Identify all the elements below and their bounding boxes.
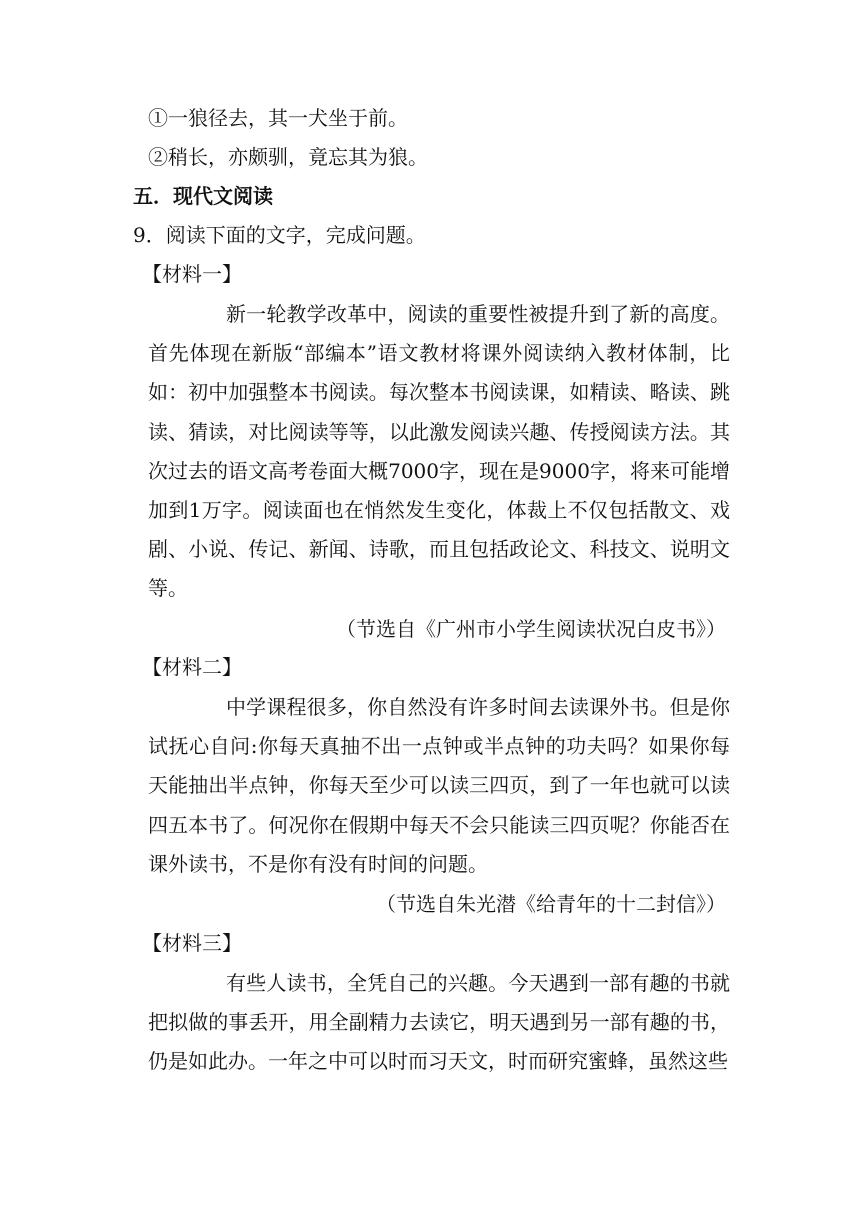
material-2-source: （节选自朱光潜《给青年的十二封信》） — [376, 892, 726, 916]
classical-sentence-1: ①一狼径去，其一犬坐于前。 — [148, 106, 408, 130]
material-1-text: 新一轮教学改革中，阅读的重要性被提升到了新的高度。首先体现在新版“部编本”语文教材将课外阅读纳入教材体制，比如：初中加强整本书阅读。每次整本书阅读课，如精读、略读、跳读、猜读，对比阅读等等，以此激发阅读兴趣、传授阅读方法。其次过去的语文高考卷面大概7000字，现在是9000字，将来可能增加到1万字。阅读面也在悄然发生变化，体裁上不仅包括散文、戏剧、小说、传记、新闻、诗歌，而且包括政论文、科技文、说明文等。 — [148, 302, 730, 601]
material-3-text: 有些人读书，全凭自己的兴趣。今天遇到一部有趣的书就把拟做的事丢开，用全副精力去读它，明天遇到另一部有趣的书，仍是如此办。一年之中可以时而习天文，时而研究蜜蜂，虽然这些 — [148, 971, 730, 1074]
material-2-label: 【材料二】 — [142, 655, 242, 679]
classical-sentence-2: ②稍长，亦颇驯，竟忘其为狼。 — [148, 145, 428, 169]
material-1-label: 【材料一】 — [142, 262, 242, 286]
material-2-text: 中学课程很多，你自然没有许多时间去读课外书。但是你试抚心自问:你每天真抽不出一点钟或半点钟的功夫吗？如果你每天能抽出半点钟，你每天至少可以读三四页，到了一年也就可以读四五本书了。何况你在假期中每天不会只能读三四页呢？你能否在课外读书，不是你有没有时间的问题。 — [148, 695, 730, 876]
section-title: 五．现代文阅读 — [133, 184, 273, 208]
material-1-source: （节选自《广州市小学生阅读状况白皮书》） — [336, 617, 726, 641]
question-prompt: 9．阅读下面的文字，完成问题。 — [133, 223, 426, 247]
material-3-label: 【材料三】 — [142, 931, 242, 955]
